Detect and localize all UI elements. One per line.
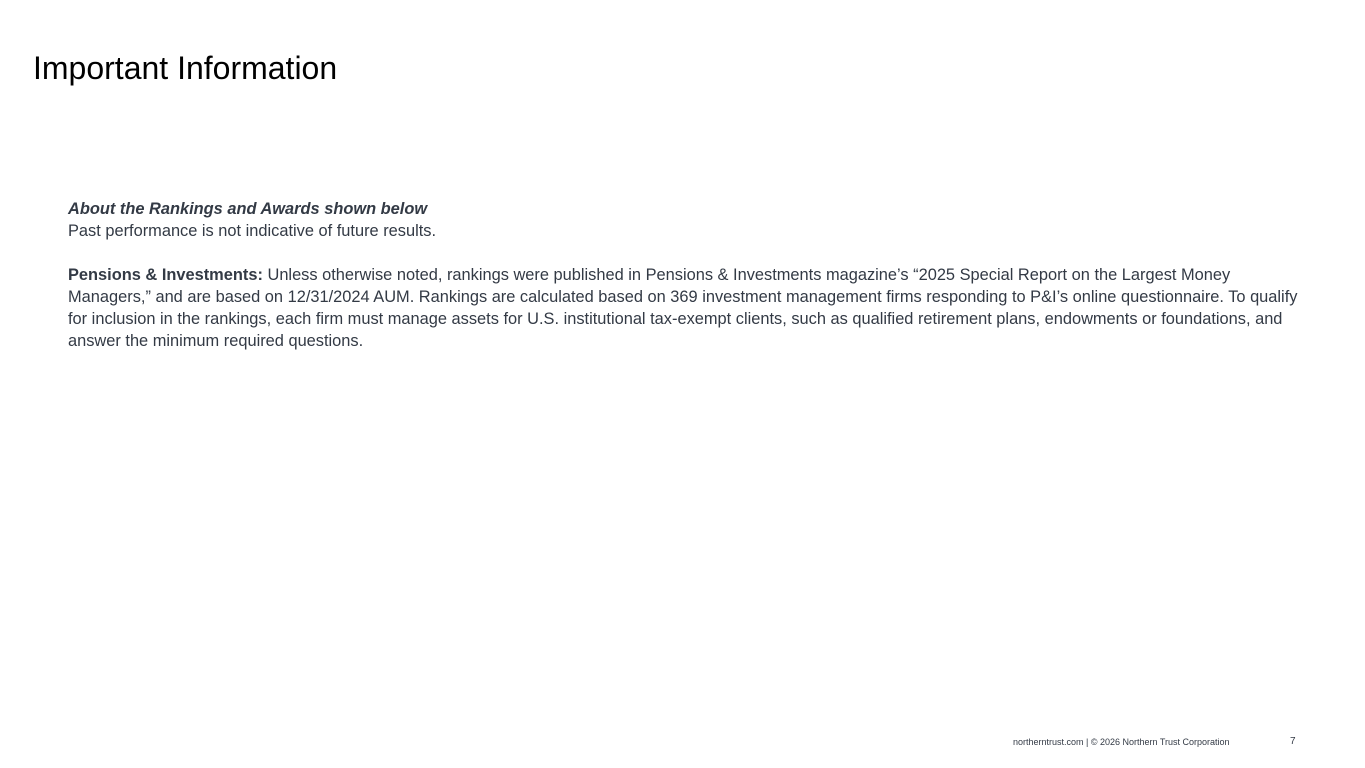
pensions-investments-paragraph [68,264,1298,352]
rankings-heading: About the Rankings and Awards shown below [68,200,428,218]
footer-copyright: northerntrust.com | © 2026 Northern Trust Corporation [1013,737,1230,747]
important-information-body [68,198,1298,352]
performance-disclaimer: Past performance is not indicative of future results. [68,222,437,240]
pensions-investments-text: Unless otherwise noted, rankings were published in Pensions & Investments magazine’s “2025 Special Report on the Largest Money Managers,” and are based on 12/31/2024 AUM. Rankings are calculated based on 369 investment management firms responding to P&I’s online questionnaire. To qualify for inclusion in the rankings, each firm must manage assets for U.S. institutional tax-exempt clients, such as qualified retirement plans, endowments or foundations, and answer the minimum required questions. [68,266,1298,350]
pensions-investments-label: Pensions & Investments: [68,266,263,284]
paragraph-spacer [68,242,1298,264]
page-title: Important Information [33,50,338,86]
page-number: 7 [1290,736,1296,747]
